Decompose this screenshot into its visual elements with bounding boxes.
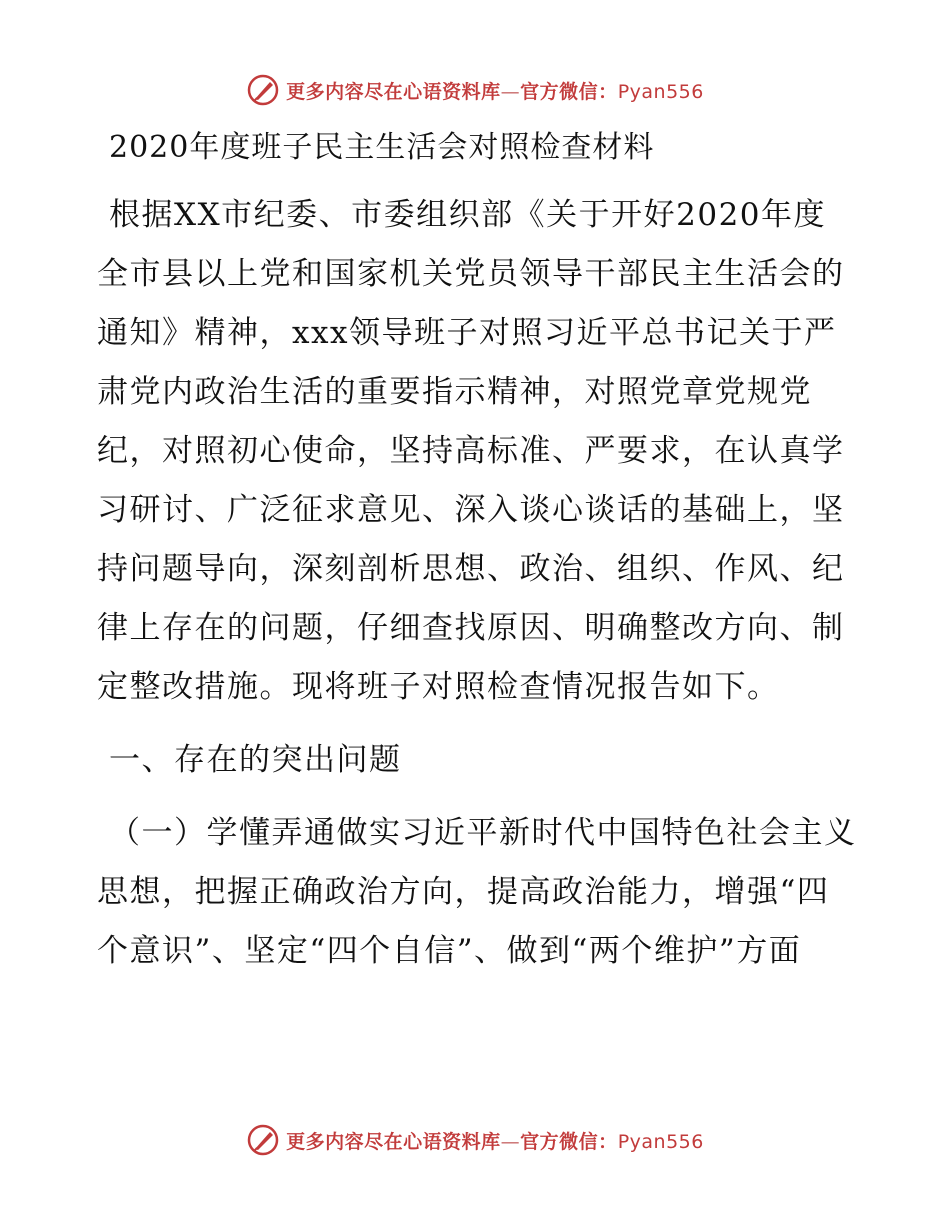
watermark-text [286,1127,704,1154]
watermark-slogan: 更多内容尽在心语资料库 [286,1130,501,1153]
watermark-separator: — [500,1130,521,1153]
intro-paragraph: 根据XX市纪委、市委组织部《关于开好2020年度全市县以上党和国家机关党员领导干部民主生活会的通知》精神，xxx领导班子对照习近平总书记关于严肃党内政治生活的重要指示精神，对照党章党规党纪，对照初心使命，坚持高标准、严要求，在认真学习研讨、广泛征求意见、深入谈心谈话的基础上，坚持问题导向，深刻剖析思想、政治、组织、作风、纪律上存在的问题，仔细查找原因、明确整改方向、制定整改措施。现将班子对照检查情况报告如下。 [97,197,845,705]
watermark-wechat-label: 官方微信： [520,80,618,103]
subsection-heading: （一）学懂弄通做实习近平新时代中国特色社会主义思想，把握正确政治方向，提高政治能力，增强“四个意识”、坚定“四个自信”、做到“两个维护”方面 [97,815,857,969]
watermark-text [286,77,704,104]
header-watermark [0,70,950,110]
watermark-wechat-label: 官方微信： [520,1130,618,1153]
footer-watermark [0,1120,950,1160]
document-title: 2020年度班子民主生活会对照检查材料 [109,130,655,165]
watermark-wechat-id: Pyan556 [617,80,704,103]
document-body [97,118,857,981]
watermark-separator: — [500,80,521,103]
quill-pen-logo-icon [246,73,280,107]
quill-pen-logo-icon [246,1123,280,1157]
section-heading: 一、存在的突出问题 [109,742,402,778]
watermark-wechat-id: Pyan556 [617,1130,704,1153]
watermark-slogan: 更多内容尽在心语资料库 [286,80,501,103]
